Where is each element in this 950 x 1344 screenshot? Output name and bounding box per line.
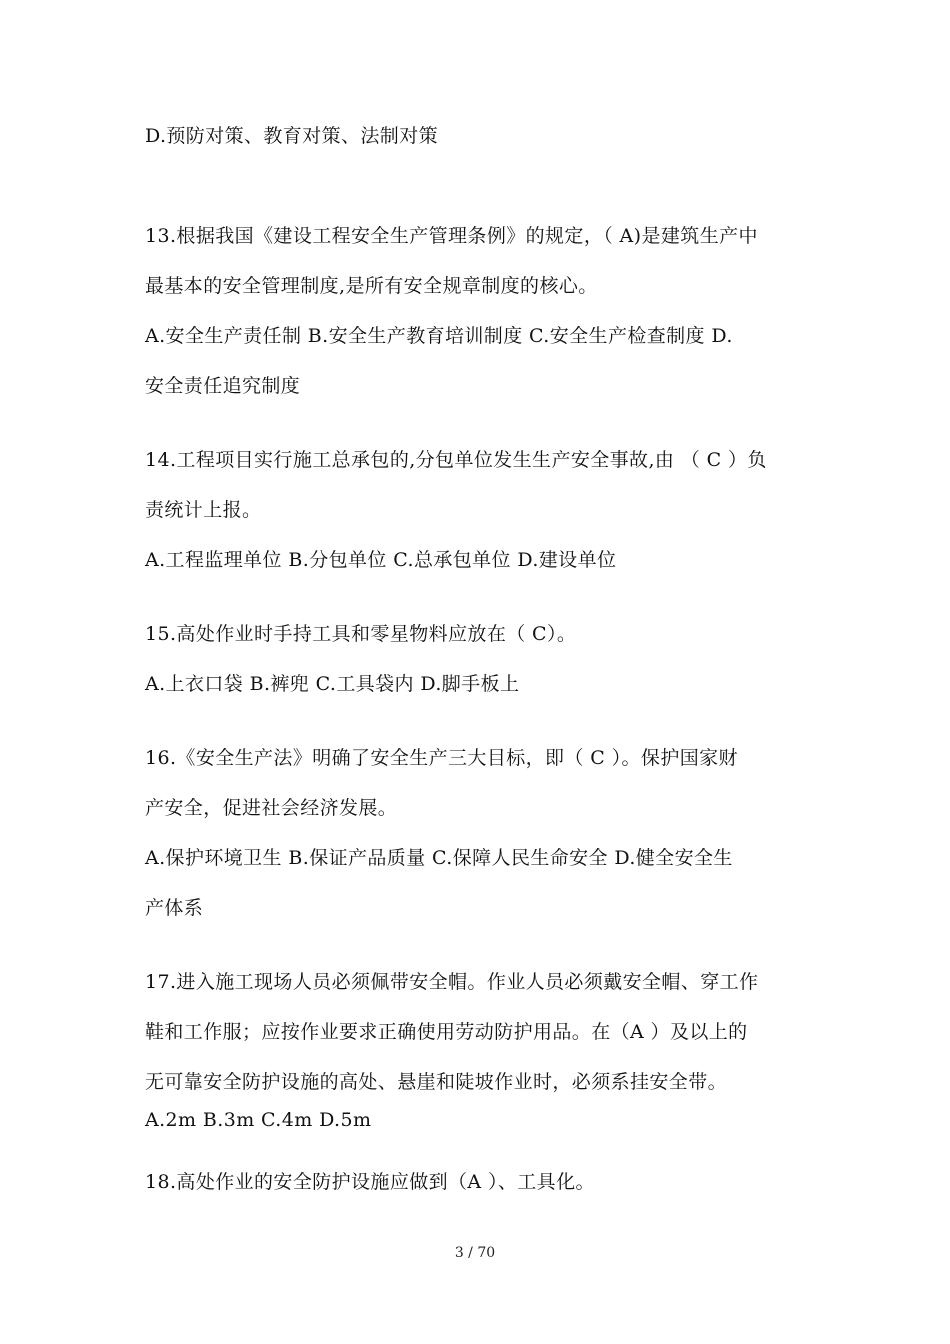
question-13-line-1: 13.根据我国《建设工程安全生产管理条例》的规定，（ A)是建筑生产中: [145, 225, 758, 247]
question-16-line-1: 16.《安全生产法》明确了安全生产三大目标，即（ C ）。保护国家财: [145, 747, 738, 769]
question-13-options-line-2: 安全责任追究制度: [145, 375, 301, 397]
page-number: 3 / 70: [454, 1245, 496, 1261]
question-17-options: A.2m B.3m C.4m D.5m: [145, 1109, 372, 1131]
question-15-options: A.上衣口袋 B.裤兜 C.工具袋内 D.脚手板上: [145, 673, 520, 695]
question-16-options-line-2: 产体系: [145, 897, 204, 919]
question-17-line-1: 17.进入施工现场人员必须佩带安全帽。作业人员必须戴安全帽、穿工作: [145, 971, 759, 993]
question-18-line-1: 18.高处作业的安全防护设施应做到（A ）、工具化。: [145, 1171, 595, 1193]
question-17-line-2: 鞋和工作服；应按作业要求正确使用劳动防护用品。在（A ）及以上的: [145, 1021, 748, 1043]
option-line-q12-d: D.预防对策、教育对策、法制对策: [145, 125, 438, 147]
question-13-line-2: 最基本的安全管理制度,是所有安全规章制度的核心。: [145, 275, 598, 297]
question-15-line-1: 15.高处作业时手持工具和零星物料应放在（ C）。: [145, 623, 577, 645]
question-14-line-1: 14.工程项目实行施工总承包的,分包单位发生生产安全事故,由 （ C ）负: [145, 449, 767, 471]
question-14-options: A.工程监理单位 B.分包单位 C.总承包单位 D.建设单位: [145, 549, 617, 571]
question-13-options-line-1: A.安全生产责任制 B.安全生产教育培训制度 C.安全生产检查制度 D.: [145, 325, 733, 347]
question-16-line-2: 产安全，促进社会经济发展。: [145, 797, 398, 819]
question-17-line-3: 无可靠安全防护设施的高处、悬崖和陡坡作业时，必须系挂安全带。: [145, 1071, 728, 1093]
question-14-line-2: 责统计上报。: [145, 499, 262, 521]
question-16-options-line-1: A.保护环境卫生 B.保证产品质量 C.保障人民生命安全 D.健全安全生: [145, 847, 733, 869]
